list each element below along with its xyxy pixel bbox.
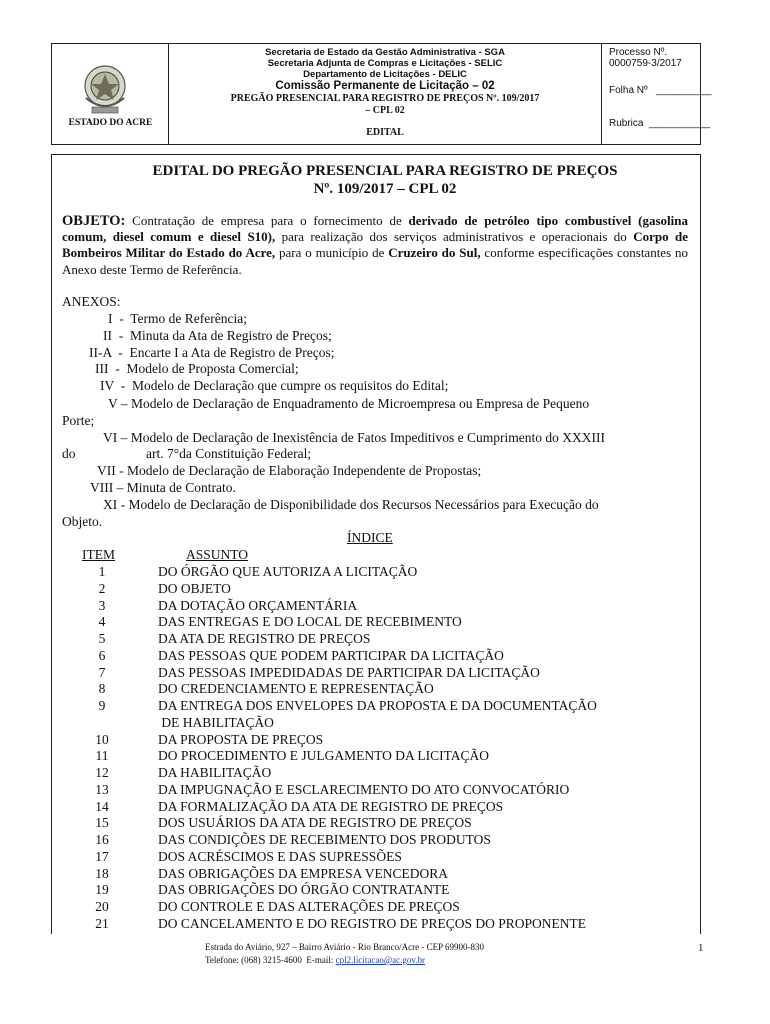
indice-item-title: DAS ENTREGAS E DO LOCAL DE RECEBIMENTO — [158, 614, 462, 630]
indice-item-title: DA ATA DE REGISTRO DE PREÇOS — [158, 631, 371, 646]
indice-item-number: 2 — [98, 580, 106, 596]
indice-item-title: DO OBJETO — [158, 580, 231, 596]
state-name: ESTADO DO ACRE — [68, 118, 153, 128]
anexo-viii: VIII – Minuta de Contrato. — [90, 480, 236, 495]
document-title: EDITAL DO PREGÃO PRESENCIAL PARA REGISTRO DE PREÇOS — [152, 163, 618, 179]
acre-coat-of-arms-icon — [80, 62, 130, 118]
anexo-xi-line2: Objeto. — [62, 514, 103, 529]
indice-item-title: DOS USUÁRIOS DA ATA DE REGISTRO DE PREÇOS — [158, 815, 472, 831]
header-line-sga: Secretaria de Estado da Gestão Administrativa - SGA — [265, 47, 505, 58]
anexo-vi-line1: VI – Modelo de Declaração de Inexistência de Fatos Impeditivos e Cumprimento do XXXIII — [103, 430, 605, 445]
indice-item-title: DO CANCELAMENTO E DO REGISTRO DE PREÇOS DO PROPONENTE — [158, 915, 587, 931]
page-number: 1 — [698, 942, 704, 954]
document-header — [51, 43, 712, 145]
objeto-bold-1: derivado de petróleo tipo combustível (gasolina comum, diesel comum e diesel S10), — [62, 213, 688, 245]
header-line-delic: Departamento de Licitações - DELIC — [303, 69, 467, 80]
header-line-selic: Secretaria Adjunta de Compras e Licitações - SELIC — [267, 58, 503, 69]
folha-field: Folha Nº __________ — [609, 85, 712, 96]
objeto-text-2: para realização dos serviços administrativos e operacionais do — [275, 229, 634, 245]
footer-phone: Telefone: (068) 3215-4600 E-mail: — [205, 955, 336, 965]
objeto-label: OBJETO: — [62, 213, 126, 229]
anexo-i: I - Termo de Referência; — [108, 311, 247, 326]
indice-item-number: 10 — [95, 731, 109, 747]
indice-item-number: 12 — [95, 765, 109, 780]
indice-item-title: DO CREDENCIAMENTO E REPRESENTAÇÃO — [158, 681, 434, 697]
objeto-text-1: Contratação de empresa para o fornecimento de — [125, 213, 409, 228]
anexos-label: ANEXOS: — [62, 294, 121, 309]
indice-title: ÍNDICE — [347, 530, 393, 545]
indice-item-title: DA FORMALIZAÇÃO DA ATA DE REGISTRO DE PREÇOS — [158, 798, 504, 814]
indice-item-number: 11 — [95, 748, 109, 764]
rubrica-field: Rubrica ___________ — [609, 118, 711, 129]
indice-item-number: 15 — [95, 815, 109, 831]
indice-item-number: 21 — [95, 915, 109, 931]
indice-item-title: DAS OBRIGAÇÕES DA EMPRESA VENCEDORA — [158, 865, 449, 881]
footer-email-link[interactable]: cpl2.licitacao@ac.gov.br — [335, 955, 426, 965]
footer-address: Estrada do Aviário, 927 – Bairro Aviário - Rio Branco/Acre - CEP 69900-830 — [205, 942, 485, 952]
header-pregao-line1: PREGÃO PRESENCIAL PARA REGISTRO DE PREÇOS Nº. 109/2017 — [230, 93, 540, 104]
objeto-paragraph — [62, 213, 688, 278]
indice-item-number: 18 — [95, 865, 109, 881]
header-edital: EDITAL — [366, 127, 404, 138]
objeto-text-3: para o município de — [275, 245, 389, 261]
anexo-xi-line1: XI - Modelo de Declaração de Disponibilidade dos Recursos Necessários para Execução do — [103, 497, 599, 512]
indice-item-title: DA DOTAÇÃO ORÇAMENTÁRIA — [158, 597, 358, 613]
indice-item-number: 9 — [98, 698, 106, 713]
anexo-iii: III - Modelo de Proposta Comercial; — [95, 361, 299, 376]
indice-item-title: DA PROPOSTA DE PREÇOS — [158, 731, 324, 747]
indice-item-number: 19 — [95, 882, 109, 898]
header-logo-cell — [52, 44, 169, 144]
header-title-cell — [169, 44, 602, 144]
indice-item-number: 16 — [95, 832, 109, 847]
indice-header-assunto: ASSUNTO — [186, 547, 249, 562]
anexo-vii: VII - Modelo de Declaração de Elaboração Independente de Propostas; — [97, 463, 482, 478]
indice-item-title: DO PROCEDIMENTO E JULGAMENTO DA LICITAÇÃO — [158, 748, 490, 764]
indice-item-title: DO ÓRGÃO QUE AUTORIZA A LICITAÇÃO — [158, 564, 418, 579]
indice-item-number: 13 — [95, 781, 109, 797]
indice-item-title: DAS PESSOAS IMPEDIDADAS DE PARTICIPAR DA LICITAÇÃO — [158, 664, 540, 680]
anexo-ii: II - Minuta da Ata de Registro de Preços; — [103, 328, 332, 343]
header-commission: Comissão Permanente de Licitação – 02 — [275, 80, 495, 92]
indice-item-title: DO CONTROLE E DAS ALTERAÇÕES DE PREÇOS — [158, 899, 460, 914]
indice-item-title: DA HABILITAÇÃO — [158, 765, 272, 780]
indice-item-number: 5 — [98, 631, 106, 646]
indice-item-title: DA IMPUGNAÇÃO E ESCLARECIMENTO DO ATO CONVOCATÓRIO — [158, 781, 570, 797]
indice-item-number: 20 — [95, 899, 109, 914]
header-pregao-line2: – CPL 02 — [365, 105, 405, 116]
indice-item-title: DAS OBRIGAÇÕES DO ÓRGÃO CONTRATANTE — [158, 882, 450, 898]
anexo-vi-do: do — [62, 446, 76, 461]
anexo-v-line1: V – Modelo de Declaração de Enquadramento de Microempresa ou Empresa de Pequeno — [108, 396, 590, 411]
header-process-cell — [602, 44, 712, 144]
anexo-vi-line2: art. 7°da Constituição Federal; — [146, 446, 312, 461]
indice-item-number: 4 — [98, 614, 106, 630]
indice-item-title: DA ENTREGA DOS ENVELOPES DA PROPOSTA E DA DOCUMENTAÇÃO — [158, 698, 597, 713]
indice-item-number: 14 — [95, 798, 109, 814]
indice-item-number: 1 — [98, 564, 106, 579]
anexo-ii-a: II-A - Encarte I a Ata de Registro de Preços; — [89, 345, 335, 360]
objeto-text-4: conforme especificações constantes no Anexo deste Termo de Referência. — [62, 245, 688, 277]
anexo-v-line2: Porte; — [62, 413, 95, 428]
objeto-bold-3: Cruzeiro do Sul, — [388, 245, 481, 261]
objeto-bold-2: Corpo de Bombeiros Militar do Estado do Acre, — [62, 229, 688, 261]
anexo-iv: IV - Modelo de Declaração que cumpre os requisitos do Edital; — [100, 378, 449, 393]
indice-item-title: DOS ACRÉSCIMOS E DAS SUPRESSÕES — [158, 848, 402, 864]
process-number: Processo Nº. 0000759-3/2017 — [609, 47, 682, 69]
indice-item-number: 7 — [98, 664, 106, 680]
indice-item-number: 8 — [98, 681, 106, 697]
indice-item-number: 6 — [98, 647, 106, 663]
footer-contact — [205, 954, 484, 967]
indice-item-number: 3 — [98, 597, 106, 613]
document-subtitle: Nº. 109/2017 – CPL 02 — [313, 181, 457, 197]
indice-item-title: DE HABILITAÇÃO — [158, 714, 274, 730]
indice-item-title: DAS CONDIÇÕES DE RECEBIMENTO DOS PRODUTOS — [158, 832, 491, 847]
footer — [205, 941, 484, 967]
indice-item-number: 17 — [95, 848, 109, 864]
indice-header-item: ITEM — [82, 547, 115, 562]
indice-item-title: DAS PESSOAS QUE PODEM PARTICIPAR DA LICITAÇÃO — [158, 647, 504, 663]
